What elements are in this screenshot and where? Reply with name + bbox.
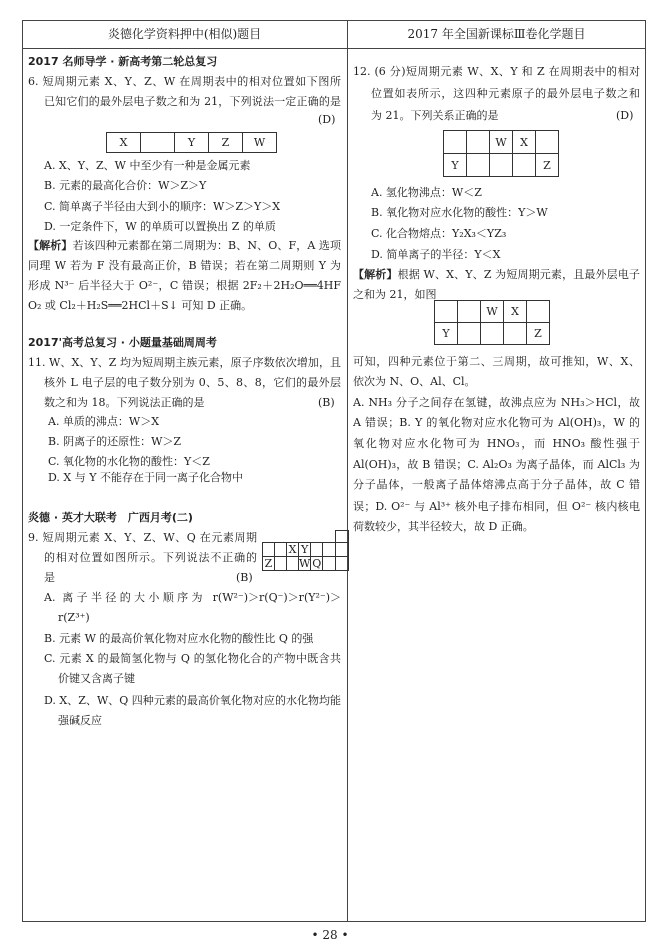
analysis-text: 根据 W、X、Y、Z 为短周期元素，且最外层电子 — [397, 268, 640, 281]
option-b: B. 元素 W 的最高价氧化物对应水化物的酸性比 Q 的强 — [44, 632, 314, 645]
table-cell: Y — [175, 133, 209, 153]
question-text: 6. 短周期元素 X、Y、Z、W 在周期表中的相对位置如下图所 — [28, 75, 341, 88]
option-a: A. X、Y、Z、W 中至少有一种是金属元素 — [44, 159, 251, 172]
analysis-label: 【解析】 — [353, 268, 398, 281]
table-cell — [275, 557, 287, 571]
answer-label: (B) — [236, 571, 253, 584]
table-cell — [141, 133, 175, 153]
table-cell: X — [107, 133, 141, 153]
question-text: 位置如表所示，这四种元素原子的最外层电子数之和 — [371, 87, 640, 100]
section-heading: 2017 名师导学 · 新高考第二轮总复习 — [28, 55, 218, 68]
analysis-line: 形成 N³⁻ 后半径大于 O²⁻，C 错误；根据 2F₂＋2H₂O══4HF — [28, 279, 341, 292]
option-d: D. X 与 Y 不能存在于同一离子化合物中 — [48, 471, 244, 484]
table-cell: X — [513, 131, 536, 154]
analysis-label: 【解析】 — [28, 239, 73, 252]
table-cell: Z — [536, 154, 559, 177]
table-cell — [435, 301, 458, 323]
page-number: • 28 • — [311, 928, 349, 942]
option-b: B. 氧化物对应水化物的酸性：Y＞W — [371, 206, 548, 219]
question-text: 核外 L 电子层的电子数分别为 0、5、8、8，它们的最外层 — [44, 376, 341, 389]
section-heading: 炎德 · 英才大联考 广西月考(二) — [28, 511, 193, 524]
table-cell: X — [504, 301, 527, 323]
analysis-line: 之和为 21，如图 — [353, 288, 437, 301]
analysis-line: 荷数较少，其半径较大，故 D 正确。 — [353, 520, 534, 533]
table-cell: Y — [444, 154, 467, 177]
table-cell — [311, 543, 323, 557]
option-d-cont: 强碱反应 — [58, 714, 102, 727]
option-d: D. X、Z、W、Q 四种元素的最高价氧化物对应的水化物均能 — [44, 694, 341, 707]
table-cell — [323, 557, 336, 571]
table-cell — [536, 131, 559, 154]
table-cell — [458, 323, 481, 345]
analysis-line — [353, 268, 640, 282]
table-cell — [467, 154, 490, 177]
table-cell — [444, 131, 467, 154]
table-cell — [481, 323, 504, 345]
table-cell — [467, 131, 490, 154]
section-heading: 2017'高考总复习 · 小题量基础周周考 — [28, 336, 217, 349]
element-position-table — [106, 132, 277, 153]
option-c: C. 元素 X 的最简氢化物与 Q 的氢化物化合的产物中既含共 — [44, 652, 341, 665]
question-text: 为 21。下列关系正确的是 — [371, 109, 499, 122]
table-cell: W — [490, 131, 513, 154]
column-divider — [347, 20, 348, 922]
periodic-table-fragment — [262, 530, 349, 571]
table-cell: W — [243, 133, 277, 153]
element-position-table — [434, 300, 550, 345]
option-b: B. 元素的最高化合价：W＞Z＞Y — [44, 179, 207, 192]
analysis-line: A 错误；B. Y 的氧化物对应水化物可为 Al(OH)₃，W 的 — [353, 416, 640, 429]
option-c: C. 氧化物的水化物的酸性：Y＜Z — [48, 455, 210, 468]
table-cell: Y — [435, 323, 458, 345]
table-cell: Z — [263, 557, 275, 571]
table-cell — [335, 531, 348, 543]
table-cell — [335, 557, 348, 571]
option-b: B. 阴离子的还原性：W＞Z — [48, 435, 182, 448]
table-cell: Y — [299, 543, 311, 557]
question-text: 数之和为 18。下列说法正确的是 — [44, 396, 205, 409]
option-a: A. 离子半径的大小顺序为 r(W²⁻)＞r(Q⁻)＞r(Y²⁻)＞ — [44, 591, 341, 604]
header-divider — [22, 48, 646, 49]
right-header-title: 2017 年全国新课标Ⅲ卷化学题目 — [407, 27, 586, 41]
left-header-title: 炎德化学资料押中(相似)题目 — [107, 27, 262, 41]
table-cell: W — [299, 557, 311, 570]
question-text: 11. W、X、Y、Z 均为短周期主族元素，原子序数依次增加，且 — [28, 356, 341, 369]
analysis-line: 误；D. O²⁻ 与 Al³⁺ 核外电子排布相同，但 O²⁻ 核内核电 — [353, 500, 640, 513]
table-cell — [335, 543, 348, 557]
analysis-line: 依次为 N、O、Al、Cl。 — [353, 375, 476, 388]
option-d: D. 简单离子的半径：Y＜X — [371, 248, 501, 261]
analysis-line — [28, 239, 341, 253]
table-cell — [263, 543, 275, 557]
analysis-line: O₂ 或 Cl₂＋H₂S══2HCl＋S↓ 可知 D 正确。 — [28, 299, 253, 312]
analysis-line: 氧化物对应水化物可为 HNO₃，而 HNO₃ 酸性强于 — [353, 437, 640, 450]
question-text: 的相对位置如图所示。下列说法不正确的 — [44, 551, 257, 564]
answer-label: (B) — [318, 396, 335, 409]
table-cell: W — [481, 301, 504, 323]
table-cell: Z — [209, 133, 243, 153]
table-cell — [504, 323, 527, 345]
answer-label: (D) — [616, 109, 634, 122]
table-cell — [287, 557, 299, 571]
table-cell: Q — [312, 557, 322, 570]
option-a: A. 单质的沸点：W＞X — [48, 415, 160, 428]
answer-label: (D) — [318, 113, 336, 126]
option-c: C. 简单离子半径由大到小的顺序：W＞Z＞Y＞X — [44, 200, 281, 213]
analysis-line: 可知，四种元素位于第二、三周期，故可推知，W、X、 — [353, 355, 640, 368]
analysis-line: A. NH₃ 分子之间存在氢键，故沸点应为 NH₃＞HCl，故 — [353, 396, 640, 409]
question-text: 9. 短周期元素 X、Y、Z、W、Q 在元素周期 — [28, 531, 257, 544]
question-text: 12. (6 分)短周期元素 W、X、Y 和 Z 在周期表中的相对 — [353, 65, 640, 78]
option-c: C. 化合物熔点：Y₂X₃＜YZ₃ — [371, 227, 507, 240]
element-position-table — [443, 130, 559, 177]
table-cell — [490, 154, 513, 177]
table-cell — [323, 543, 336, 557]
table-cell — [513, 154, 536, 177]
analysis-line: Al(OH)₃，故 B 错误；C. Al₂O₃ 为离子晶体，而 AlCl₃ 为 — [353, 458, 640, 471]
table-cell — [275, 543, 287, 557]
option-d: D. 一定条件下，W 的单质可以置换出 Z 的单质 — [44, 220, 276, 233]
analysis-line: 分子晶体，一般离子晶体熔沸点高于分子晶体，故 C 错 — [353, 478, 640, 491]
option-a: A. 氢化物沸点：W＜Z — [371, 186, 482, 199]
analysis-line: 同理 W 若为 F 没有最高正价，B 错误；若在第二周期则 Y 为 — [28, 259, 341, 272]
analysis-text: 若该四种元素都在第二周期为：B、N、O、F，A 选项 — [72, 239, 341, 252]
option-a-cont: r(Z³⁺) — [58, 611, 90, 624]
table-cell — [458, 301, 481, 323]
table-cell — [527, 301, 550, 323]
question-text: 已知它们的最外层电子数之和为 21，下列说法一定正确的是 — [44, 95, 341, 108]
table-cell: Z — [527, 323, 550, 345]
option-c-cont: 价键又含离子键 — [58, 672, 135, 685]
question-text: 是 — [44, 571, 55, 584]
table-cell: X — [287, 543, 299, 557]
